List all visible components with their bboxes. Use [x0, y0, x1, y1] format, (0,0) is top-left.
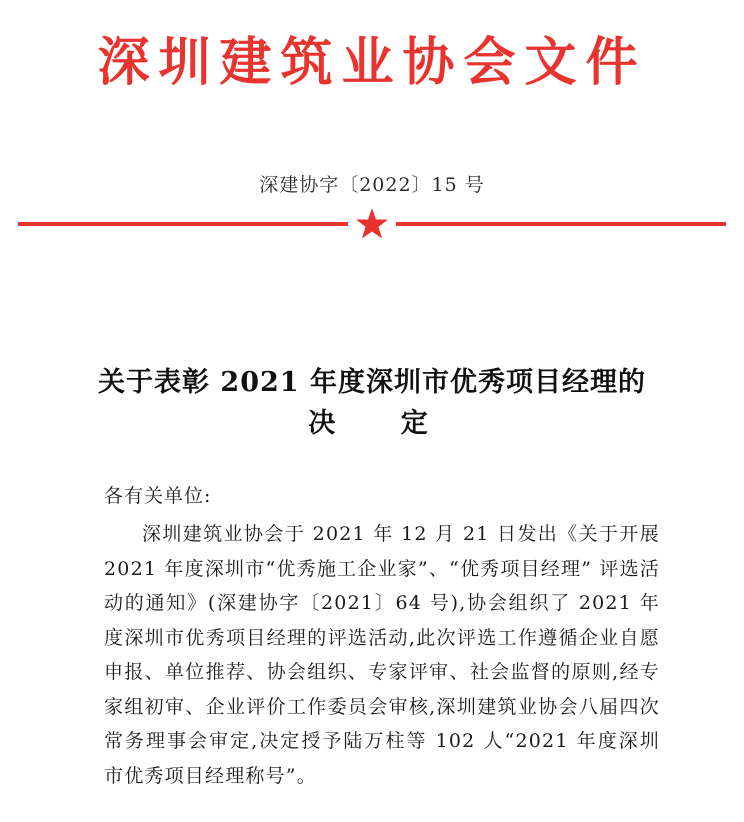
decision-title: [0, 363, 744, 445]
body-paragraph: 深圳建筑业协会于 2021 年 12 月 21 日发出《关于开展 2021 年度深圳市“优秀施工企业家”、“优秀项目经理” 评选活动的通知》(深建协字〔2021〕64 号),协会组织了 2021 年度深圳市优秀项目经理的评选活动,此次评选工作遵循企业自愿申报、单位推荐、协会组织、专家评审、社会监督的原则,经专家组初审、企业评价工作委员会审核,深圳建筑业协会八届四次常务理事会审定,决定授予陆万柱等 102 人“2021 年度深圳市优秀项目经理称号”。: [104, 523, 660, 787]
document-header-title: 深圳建筑业协会文件: [97, 32, 647, 93]
red-divider-left: [18, 222, 348, 226]
red-star-icon: [355, 207, 389, 241]
decision-title-line2: 决 定: [308, 408, 456, 439]
decision-title-line1: 关于表彰 2021 年度深圳市优秀项目经理的: [98, 367, 646, 398]
document-number: 深建协字〔2022〕15 号: [259, 174, 485, 196]
red-divider-right: [396, 222, 726, 226]
salutation: 各有关单位:: [104, 485, 212, 507]
body-text: [104, 517, 660, 793]
